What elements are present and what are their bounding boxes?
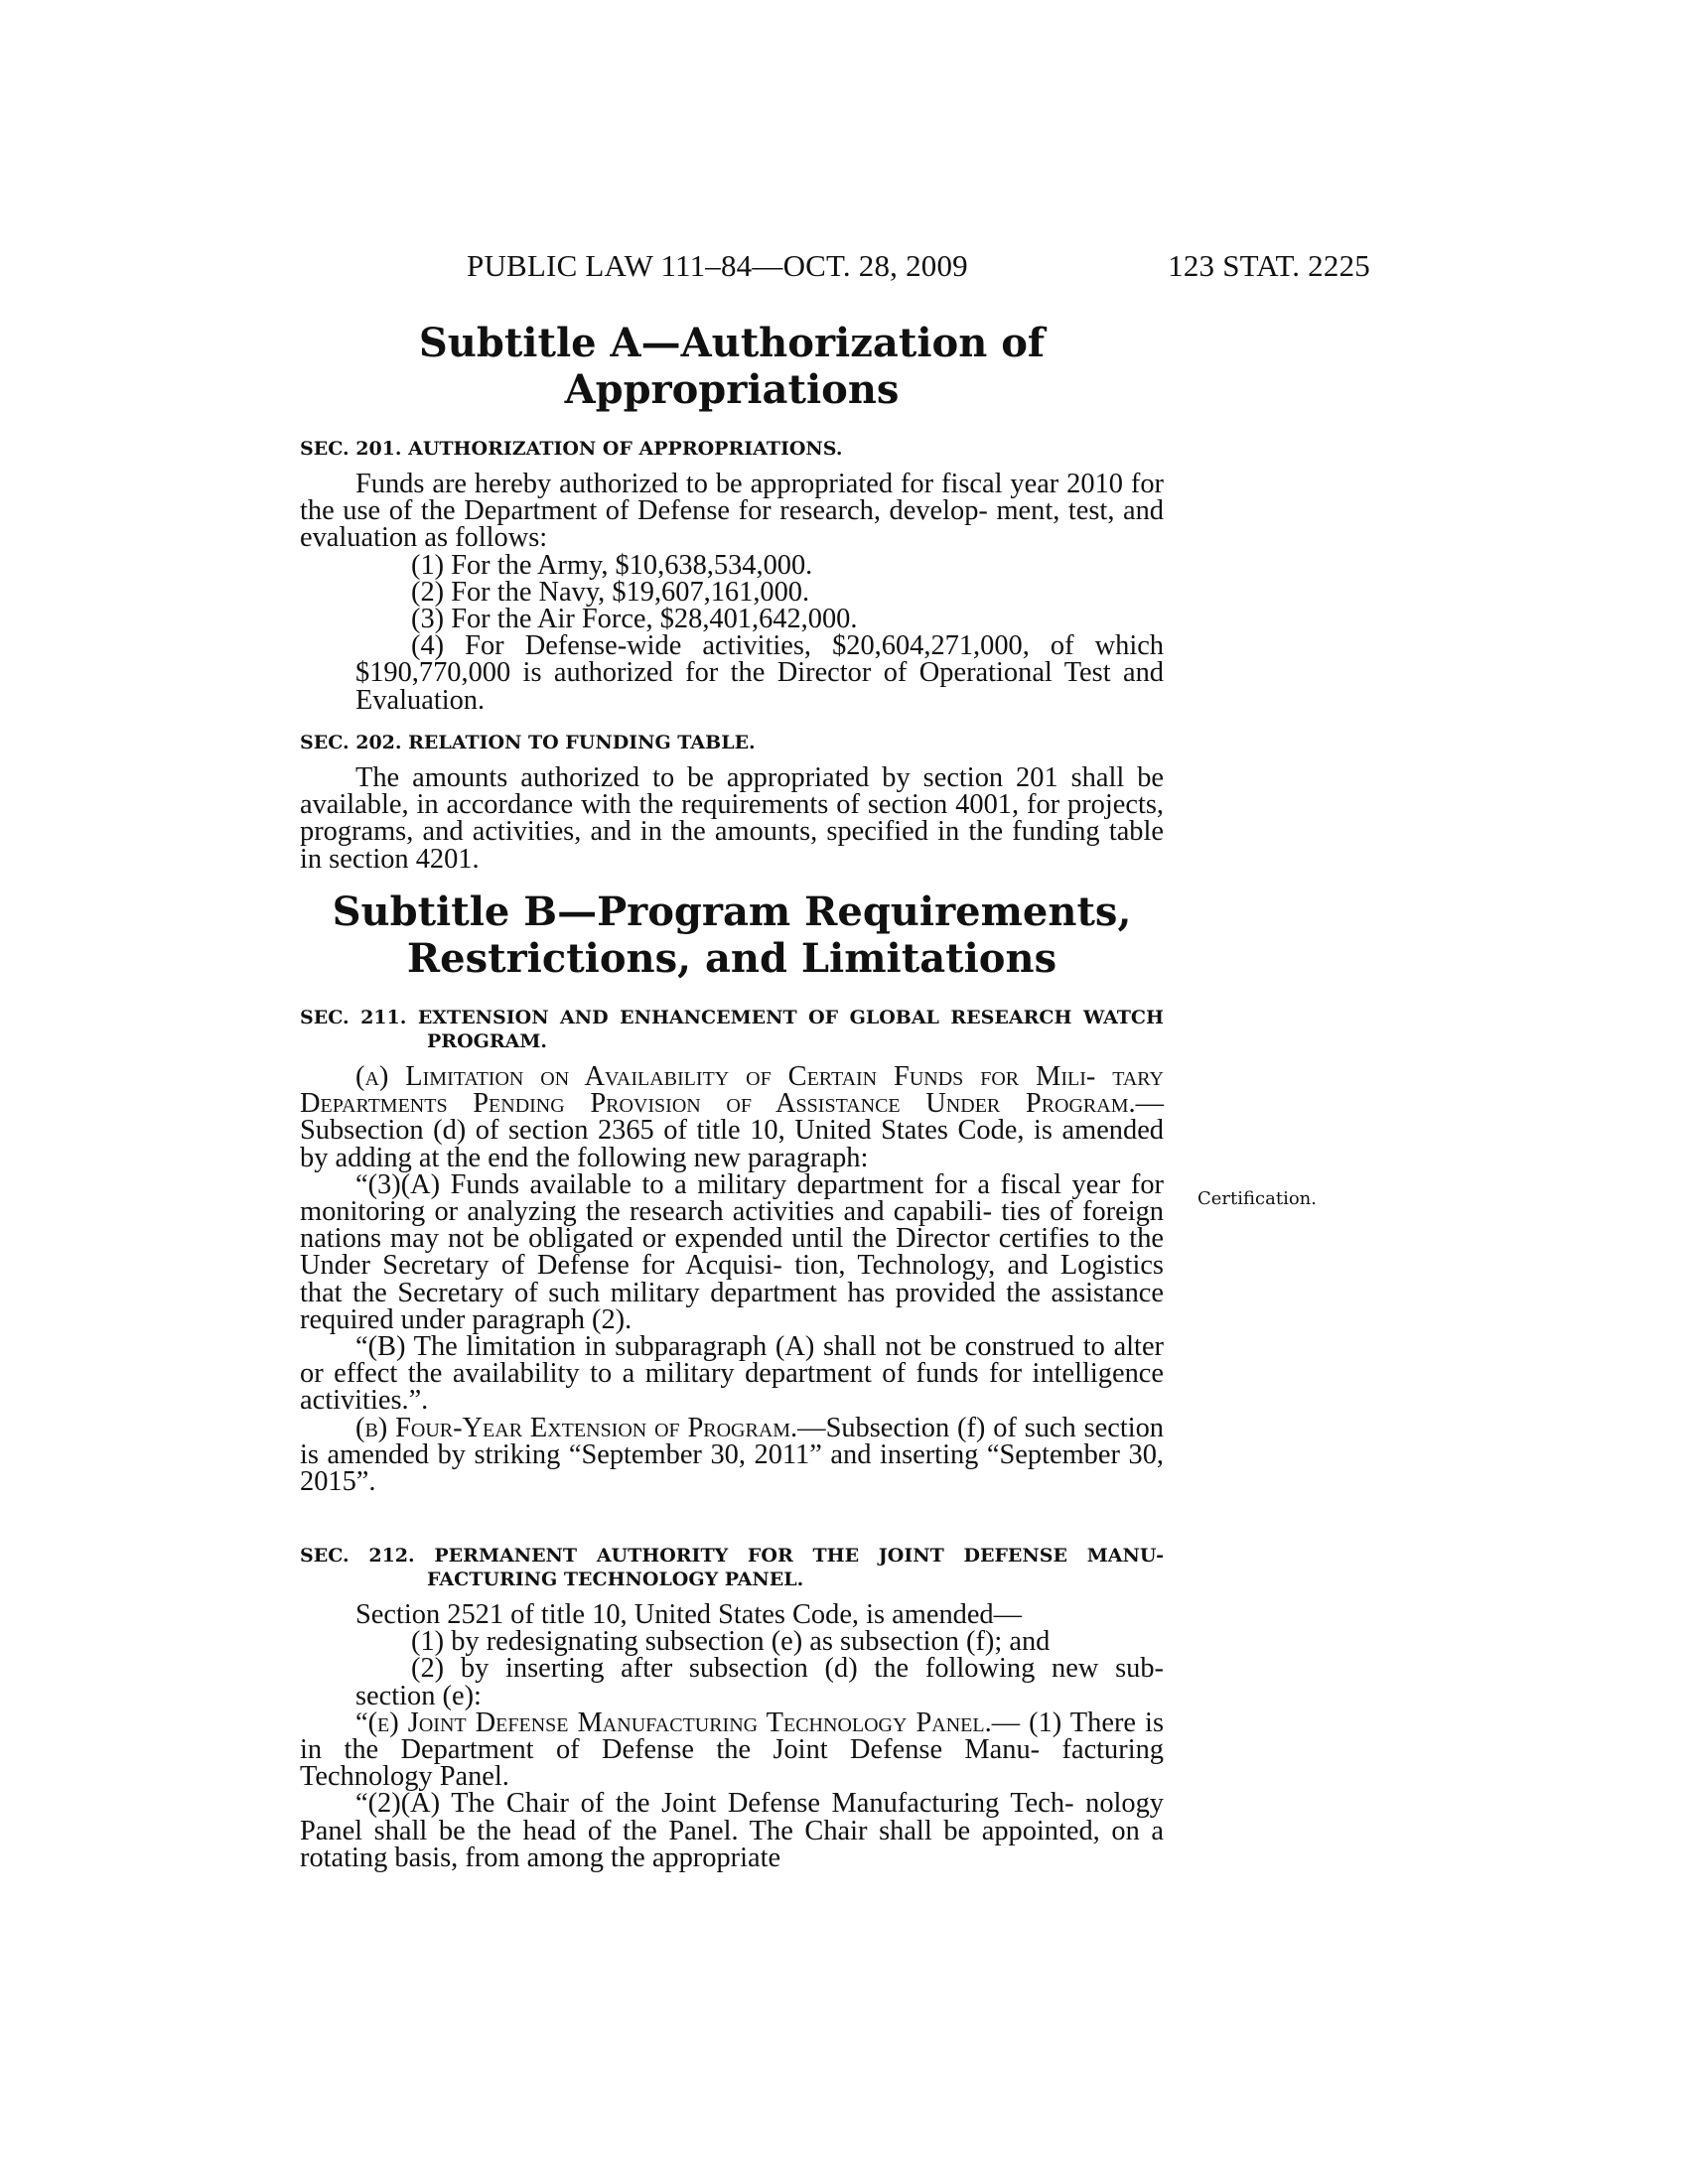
subsection-e-caption: “(e) Joint Defense Manufacturing Technology Panel. xyxy=(355,1706,992,1738)
section-212-item-2 xyxy=(300,1653,1164,1711)
section-211 xyxy=(300,1006,1164,1498)
section-202-body: The amounts authorized to be appropriated by section 201 shall be available, in accordance with the requirements of section 4001, for projects, programs, and activities, and in the amounts, specified in the funding table in section 4201. xyxy=(300,762,1164,875)
subsection-b-text: —Subsection (f) of such section is amended by striking “September 30, 2011” and inserting “September 30, 2015”. xyxy=(300,1412,1164,1498)
subtitle-b-line1: Subtitle B—Program Requirements, xyxy=(332,888,1132,935)
section-212-item-1-text: (1) by redesignating subsection (e) as subsection (f); and xyxy=(411,1626,1051,1658)
section-212-intro: Section 2521 of title 10, United States Code, is amended— xyxy=(355,1599,1023,1630)
section-212-paragraph-2a: “(2)(A) The Chair of the Joint Defense Manufacturing Tech- nology Panel shall be the head of the Panel. The Chair shall be appointed, on a rotating basis, from among the appropriate xyxy=(300,1788,1164,1873)
section-211-subsection-a xyxy=(300,1063,1164,1171)
section-201-item-4-text: (4) For Defense-wide activities, $20,604,271,000, of which $190,770,000 is authorized for the Director of Operational Test and Evaluation. xyxy=(355,630,1164,716)
section-211-paragraph-3a: “(3)(A) Funds available to a military department for a fiscal year for monitoring or analyzing the research activities and capabili- ties of foreign nations may not be obligated or expended until the Director certifies to the Under Secretary of Defense for Acquisi- tion, Technology, and Logistics that the Secretary of such military department has provided the assistance required under paragraph (2). xyxy=(300,1168,1164,1335)
statute-page-number: 123 STAT. 2225 xyxy=(1168,248,1370,283)
section-211-heading: SEC. 211. EXTENSION AND ENHANCEMENT OF GLOBAL RESEARCH WATCH PROGRAM. xyxy=(300,1007,1164,1052)
section-202-heading: SEC. 202. RELATION TO FUNDING TABLE. xyxy=(300,732,756,753)
subsection-a-caption: (a) Limitation on Availability of Certain Funds for Mili- tary Departments Pending Provision of Assistance Under Program. xyxy=(300,1061,1164,1120)
subtitle-a-heading xyxy=(300,320,1164,413)
subtitle-b-heading xyxy=(300,888,1164,982)
section-201-intro: Funds are hereby authorized to be appropriated for fiscal year 2010 for the use of the Department of Defense for research, develop- ment, test, and evaluation as follows: xyxy=(300,469,1164,554)
section-211-paragraph-3b: “(B) The limitation in subparagraph (A) shall not be construed to alter or effect the availability to a military department of funds for intelligence activities.”. xyxy=(300,1331,1164,1417)
subsection-a-text: —Subsection (d) of section 2365 of title 10, United States Code, is amended by adding at the end the following new paragraph: xyxy=(300,1088,1164,1173)
running-head-citation: PUBLIC LAW 111–84—OCT. 28, 2009 xyxy=(467,248,968,283)
section-201 xyxy=(300,437,1164,714)
section-212 xyxy=(300,1544,1164,1871)
margin-note-certification: Certification. xyxy=(1197,1188,1317,1209)
subsection-b-caption: (b) Four-Year Extension of Program. xyxy=(355,1412,798,1443)
section-211-subsection-b xyxy=(300,1412,1164,1498)
subtitle-a-line1: Subtitle A—Authorization of xyxy=(418,320,1046,366)
section-201-heading: SEC. 201. AUTHORIZATION OF APPROPRIATIONS. xyxy=(300,438,843,460)
section-212-item-2-text: (2) by inserting after subsection (d) the following new sub- section (e): xyxy=(355,1653,1164,1711)
subsection-e-text: — (1) There is in the Department of Defense the Joint Defense Manu- facturing Technology Panel. xyxy=(300,1706,1164,1793)
section-212-subsection-e xyxy=(300,1706,1164,1793)
section-212-item-1 xyxy=(300,1626,1164,1658)
section-201-item-3: (3) For the Air Force, $28,401,642,000. xyxy=(411,604,858,635)
section-202 xyxy=(300,731,1164,873)
page-header xyxy=(467,248,1370,292)
section-212-heading: SEC. 212. PERMANENT AUTHORITY FOR THE JOINT DEFENSE MANU- FACTURING TECHNOLOGY PANEL. xyxy=(300,1545,1164,1590)
subtitle-b-line2: Restrictions, and Limitations xyxy=(406,935,1057,982)
section-201-item-2: (2) For the Navy, $19,607,161,000. xyxy=(411,576,810,608)
section-201-item-1: (1) For the Army, $10,638,534,000. xyxy=(411,549,813,581)
subtitle-a-line2: Appropriations xyxy=(564,366,900,413)
section-201-item-4 xyxy=(300,632,1164,714)
